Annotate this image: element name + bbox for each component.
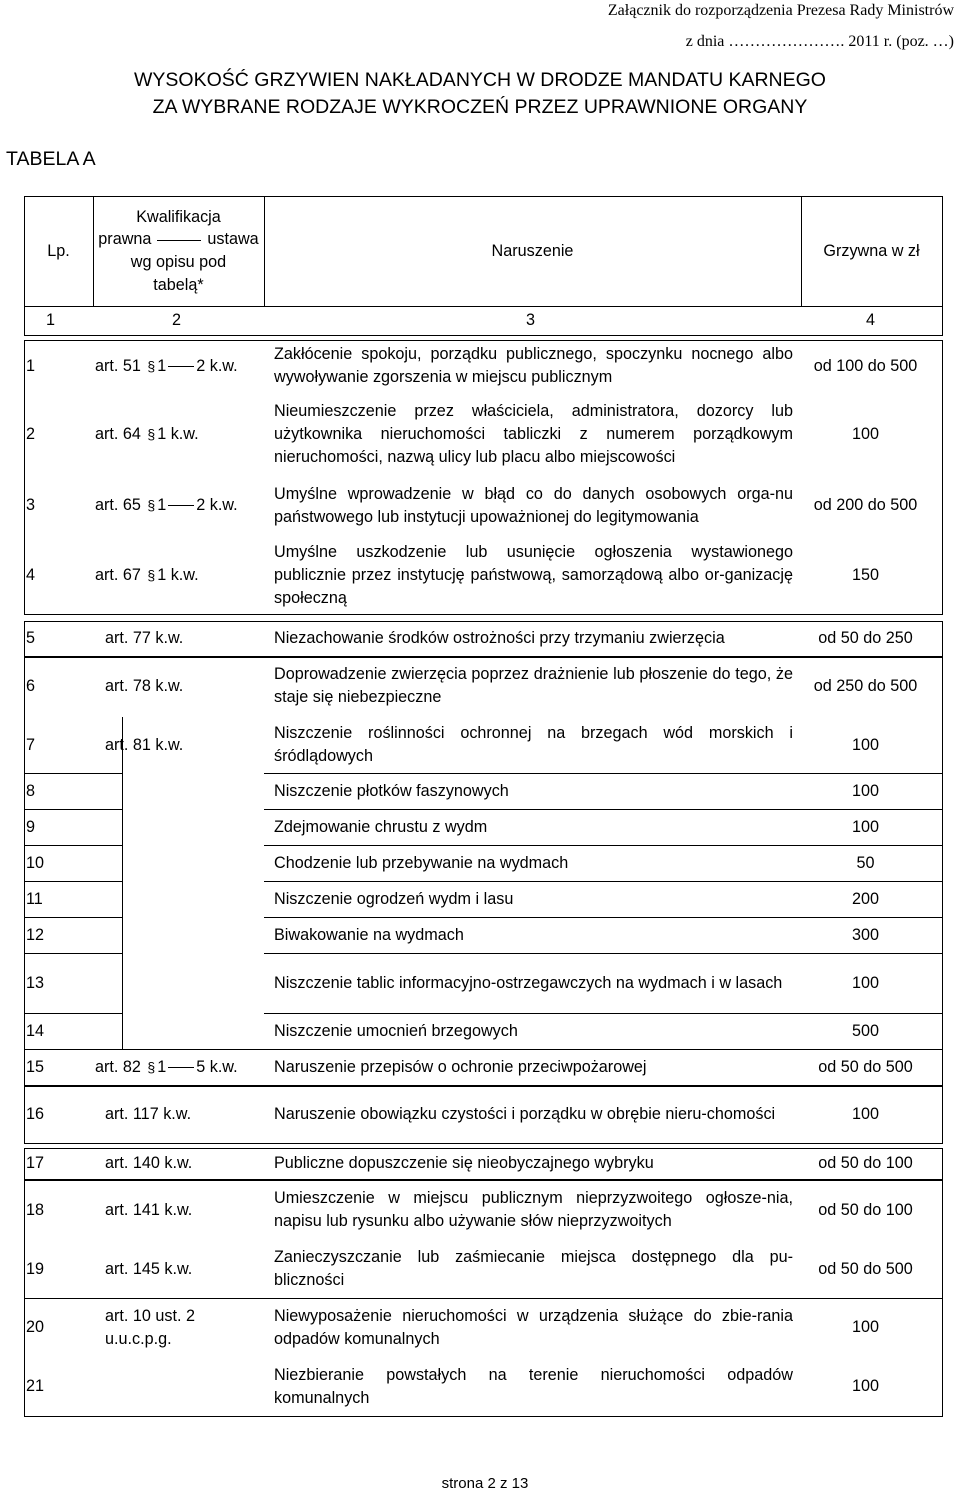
row-violation: [274, 395, 793, 474]
violation-text: Niszczenie roślinności ochronnej na brzegach wód morskich i śródlądowych: [274, 724, 793, 765]
violation-text: Niszczenie tablic informacyjno-ostrzegawczych na wydmach i w lasach: [274, 973, 783, 992]
article-reference: art. 140 k.w.: [105, 1154, 193, 1173]
row-violation: [274, 537, 793, 614]
column-divider: [942, 1086, 943, 1144]
paragraph-number: 2 k.w.: [196, 496, 238, 515]
violation-text: Umieszczenie w miejscu publicznym nieprzyzwoitego ogłosze-nia, napisu lub rysunku albo używanie słów nieprzyzwoitych: [274, 1189, 793, 1230]
row-number: [26, 1357, 76, 1416]
column-header-text: wg opisu pod: [130, 253, 227, 271]
row-article: [95, 395, 265, 474]
row-fine: [801, 1049, 930, 1085]
row-violation: [274, 657, 793, 715]
row-number-text: 11: [26, 889, 43, 908]
row-violation: [274, 1013, 793, 1049]
article-reference: [95, 1056, 238, 1079]
paragraph-number: 5 k.w.: [196, 1057, 238, 1076]
row-violation: [274, 1086, 793, 1143]
header-line-2: z dnia …………………. 2011 r. (poz. …): [685, 33, 954, 50]
fine-amount: 300: [851, 925, 879, 944]
column-header-text: ustawa: [207, 230, 259, 249]
row-divider: [24, 335, 943, 336]
row-fine: [801, 773, 930, 809]
violation-text: Chodzenie lub przebywanie na wydmach: [274, 853, 569, 872]
row-violation: [274, 881, 793, 917]
row-fine: [801, 1148, 930, 1179]
row-article: [105, 621, 265, 656]
fine-amount: 100: [851, 973, 879, 992]
violation-text: Doprowadzenie zwierzęcia poprzez drażnienie lub płoszenie do tego, że staje się niebezpieczne: [274, 665, 793, 706]
row-fine: [801, 340, 930, 392]
fine-amount: 100: [851, 1318, 879, 1337]
article-number: art. 51: [95, 356, 141, 375]
row-fine: [801, 1298, 930, 1357]
article-reference: art. 145 k.w.: [105, 1259, 193, 1278]
fine-amount: 500: [851, 1021, 879, 1040]
row-number: [26, 1180, 76, 1240]
row-number-text: 17: [26, 1154, 45, 1173]
document-title-line-1: WYSOKOŚĆ GRZYWIEN NAKŁADANYCH W DRODZE MANDATU KARNEGO: [134, 69, 826, 91]
row-fine: [801, 953, 930, 1013]
row-fine: [801, 881, 930, 917]
row-violation: [274, 845, 793, 881]
column-header-lp: [24, 196, 93, 306]
row-number: [26, 809, 76, 845]
row-number: [26, 478, 76, 533]
column-header-violation: [264, 196, 801, 306]
fine-amount: od 50 do 500: [818, 1259, 913, 1278]
article-number: art. 65: [95, 496, 141, 515]
violation-text: Niewyposażenie nieruchomości w urządzenia służące do zbie-rania odpadów komunalnych: [274, 1306, 793, 1348]
row-violation: [274, 1180, 793, 1240]
row-number: [26, 953, 76, 1013]
row-fine: [801, 395, 930, 474]
row-number: [26, 717, 76, 773]
column-header-kwalifikacja: [98, 206, 258, 297]
violation-text: Niszczenie umocnień brzegowych: [274, 1021, 518, 1040]
row-violation: [274, 917, 793, 953]
article-number: art. 67: [95, 566, 141, 585]
row-article: [105, 1086, 265, 1143]
row-number: [26, 881, 76, 917]
range-dash-icon: [168, 505, 194, 506]
row-violation: [274, 773, 793, 809]
column-divider: [24, 621, 25, 657]
row-fine: [801, 1240, 930, 1298]
column-divider: [942, 340, 943, 615]
fine-amount: 200: [851, 889, 879, 908]
row-number: [26, 395, 76, 474]
fine-amount: 100: [851, 1105, 879, 1124]
column-divider: [24, 340, 25, 615]
fine-amount: od 50 do 100: [818, 1154, 913, 1173]
article-reference: [105, 1305, 195, 1350]
row-number-text: 7: [26, 735, 36, 754]
row-article: [95, 1049, 265, 1085]
article-reference: art. 141 k.w.: [105, 1200, 193, 1219]
fine-amount: od 250 do 500: [813, 676, 918, 695]
column-number-3: [526, 306, 556, 335]
violation-text: Zanieczyszczanie lub zaśmiecanie miejsca dostępnego dla pu-bliczności: [274, 1248, 793, 1289]
article-reference: [95, 494, 238, 517]
paragraph-number: 1: [157, 496, 167, 515]
row-number-text: 19: [26, 1259, 45, 1278]
header-line-1: Załącznik do rozporządzenia Prezesa Rady Ministrów: [607, 2, 954, 19]
row-violation: [274, 1298, 793, 1357]
article-reference: art. 81 k.w.: [105, 735, 184, 754]
fine-amount: od 100 do 500: [813, 356, 918, 375]
row-fine: [801, 845, 930, 881]
violation-text: Niezachowanie środków ostrożności przy trzymaniu zwierzęcia: [274, 629, 725, 648]
violation-text: Publiczne dopuszczenie się nieobyczajnego wybryku: [274, 1154, 654, 1173]
column-divider: [942, 1049, 943, 1086]
row-number: [26, 845, 76, 881]
column-header-text: Kwalifikacja: [136, 207, 221, 226]
fine-amount: od 50 do 250: [818, 629, 913, 648]
row-number: [26, 1148, 76, 1179]
article-number: art. 64: [95, 425, 141, 444]
section-symbol-icon: §: [147, 497, 156, 514]
row-number-text: 15: [26, 1057, 45, 1076]
row-number-text: 2: [26, 425, 36, 444]
article-number: art. 82: [95, 1057, 141, 1076]
row-fine: [801, 478, 930, 533]
row-violation: [274, 1049, 793, 1085]
row-violation: [274, 1240, 793, 1298]
section-symbol-icon: §: [147, 1058, 156, 1075]
range-dash-icon: [168, 366, 194, 367]
row-divider: [24, 1416, 943, 1417]
column-number-text: 4: [866, 311, 876, 330]
column-header-text: prawna: [98, 230, 152, 249]
violation-text: Zakłócenie spokoju, porządku publicznego, spoczynku nocnego albo wywoływanie zgorszenia w miejscu publicznym: [274, 345, 793, 386]
row-number: [26, 917, 76, 953]
article-reference: art. 117 k.w.: [105, 1105, 192, 1124]
row-number: [26, 773, 76, 809]
row-article: [105, 1148, 265, 1179]
fine-amount: 100: [851, 735, 879, 754]
row-number: [26, 1049, 76, 1085]
row-number-text: 12: [26, 925, 45, 944]
table-label: TABELA A: [6, 148, 96, 170]
range-dash-icon: [168, 1067, 194, 1068]
column-divider: [942, 621, 943, 657]
column-header-qualification: [93, 196, 264, 306]
fine-amount: 100: [851, 817, 879, 836]
section-symbol-icon: §: [147, 357, 156, 374]
row-violation: [274, 809, 793, 845]
violation-text: Naruszenie obowiązku czystości i porządku w obrębie nieru-chomości: [274, 1105, 776, 1124]
row-number-text: 14: [26, 1021, 45, 1040]
row-article: [95, 537, 265, 614]
row-number: [26, 1240, 76, 1298]
row-number-text: 8: [26, 781, 36, 800]
violation-text: Umyślne uszkodzenie lub usunięcie ogłoszenia wystawionego publicznie przez instytucję państwową, samorządową albo or-ganizację społeczną: [274, 543, 793, 607]
paragraph-number: 1 k.w.: [157, 566, 199, 585]
row-fine: [801, 1013, 930, 1049]
column-number-text: 3: [526, 311, 536, 330]
violation-text: Zdejmowanie chrustu z wydm: [274, 817, 488, 836]
paragraph-number: 1 k.w.: [157, 425, 199, 444]
header-line: [98, 228, 258, 251]
fine-amount: od 50 do 100: [818, 1200, 913, 1219]
article-reference: art. 78 k.w.: [105, 676, 184, 695]
range-dash-icon: [157, 240, 201, 241]
row-number-text: 16: [26, 1105, 45, 1124]
article-reference: [95, 355, 238, 378]
row-number-text: 20: [26, 1318, 45, 1337]
row-violation: [274, 1357, 793, 1416]
row-violation: [274, 953, 793, 1013]
column-divider: [942, 196, 943, 336]
column-divider: [24, 1086, 25, 1144]
row-fine: [801, 657, 930, 715]
paragraph-number: 1: [157, 1057, 167, 1076]
violation-text: Umyślne wprowadzenie w błąd co do danych osobowych orga-nu państwowego lub instytucji upoważnionej do legitymowania: [274, 484, 793, 526]
violation-text: Nieumieszczenie przez właściciela, administratora, dozorcy lub użytkownika nieruchomości tabliczki z numerem porządkowym nieruchomości, nazwą ulicy lub placu albo miejscowości: [274, 402, 793, 466]
row-divider: [24, 306, 943, 307]
row-number: [26, 657, 76, 715]
row-fine: [801, 1086, 930, 1143]
row-violation: [274, 340, 793, 392]
article-reference: art. 77 k.w.: [105, 629, 184, 648]
article-reference: [95, 564, 199, 587]
row-number: [26, 1298, 76, 1357]
row-fine: [801, 537, 930, 614]
column-header-text: Naruszenie: [491, 241, 574, 260]
row-number: [26, 537, 76, 614]
section-symbol-icon: §: [147, 567, 156, 584]
row-fine: [801, 1357, 930, 1416]
column-header-text: Grzywna w zł: [823, 241, 920, 260]
column-divider: [24, 657, 25, 1050]
fine-amount: 100: [851, 1377, 879, 1396]
column-divider: [942, 1148, 943, 1180]
row-number-text: 3: [26, 496, 36, 515]
section-symbol-icon: §: [147, 426, 156, 443]
column-number-1: [46, 306, 76, 335]
row-article: [105, 1298, 265, 1357]
row-number-text: 6: [26, 676, 36, 695]
paragraph-number: 1: [157, 356, 167, 375]
fine-amount: 100: [851, 781, 879, 800]
column-number-text: 1: [46, 311, 56, 330]
row-number-text: 13: [26, 973, 45, 992]
article-reference: [95, 423, 199, 446]
row-number: [26, 1086, 76, 1143]
row-number-text: 5: [26, 629, 36, 648]
row-fine: [801, 1180, 930, 1240]
column-divider: [24, 1049, 25, 1086]
article-line: u.u.c.p.g.: [105, 1329, 172, 1348]
header-line: [98, 251, 258, 274]
row-number-text: 18: [26, 1200, 45, 1219]
fine-amount: od 50 do 500: [818, 1057, 913, 1076]
row-number: [26, 1013, 76, 1049]
row-violation: [274, 717, 793, 773]
row-violation: [274, 621, 793, 656]
row-number-text: 10: [26, 853, 45, 872]
row-number-text: 21: [26, 1377, 45, 1396]
row-fine: [801, 809, 930, 845]
row-fine: [801, 917, 930, 953]
row-divider: [24, 1143, 943, 1144]
row-article: [105, 1240, 265, 1298]
header-line: [98, 274, 258, 297]
row-number-text: 1: [26, 356, 36, 375]
row-fine: [801, 621, 930, 656]
header-line: [98, 206, 258, 229]
fine-amount: 100: [851, 425, 879, 444]
row-number-text: 4: [26, 566, 36, 585]
violation-text: Biwakowanie na wydmach: [274, 925, 464, 944]
violation-text: Niszczenie płotków faszynowych: [274, 781, 509, 800]
paragraph-number: 2 k.w.: [196, 356, 238, 375]
document-title-line-2: ZA WYBRANE RODZAJE WYKROCZEŃ PRZEZ UPRAWNIONE ORGANY: [152, 96, 808, 118]
row-article: [95, 340, 265, 392]
violation-text: Niszczenie ogrodzeń wydm i lasu: [274, 889, 514, 908]
column-number-text: 2: [172, 311, 182, 330]
row-fine: [801, 717, 930, 773]
fine-amount: 50: [856, 853, 875, 872]
row-violation: [274, 1148, 793, 1179]
row-violation: [274, 478, 793, 533]
row-article: [105, 1180, 265, 1240]
violation-text: Naruszenie przepisów o ochronie przeciwpożarowej: [274, 1057, 647, 1076]
row-article: [95, 478, 265, 533]
column-header-text: Lp.: [47, 241, 70, 260]
page-footer: strona 2 z 13: [441, 1475, 529, 1492]
column-divider: [24, 1148, 25, 1180]
column-header-text: tabelą*: [153, 275, 204, 294]
violation-text: Niezbieranie powstałych na terenie nieruchomości odpadów komunalnych: [274, 1365, 793, 1407]
column-header-fine: [801, 196, 942, 306]
row-number: [26, 340, 76, 392]
column-number-2: [172, 306, 202, 335]
row-number-text: 9: [26, 817, 36, 836]
row-article: [105, 717, 265, 773]
column-number-4: [866, 306, 896, 335]
row-number: [26, 621, 76, 656]
article-line: art. 10 ust. 2: [105, 1306, 195, 1325]
fine-amount: 150: [851, 566, 879, 585]
column-divider: [942, 657, 943, 1050]
row-article: [105, 657, 265, 715]
fine-amount: od 200 do 500: [813, 496, 918, 515]
row-divider: [24, 614, 943, 615]
